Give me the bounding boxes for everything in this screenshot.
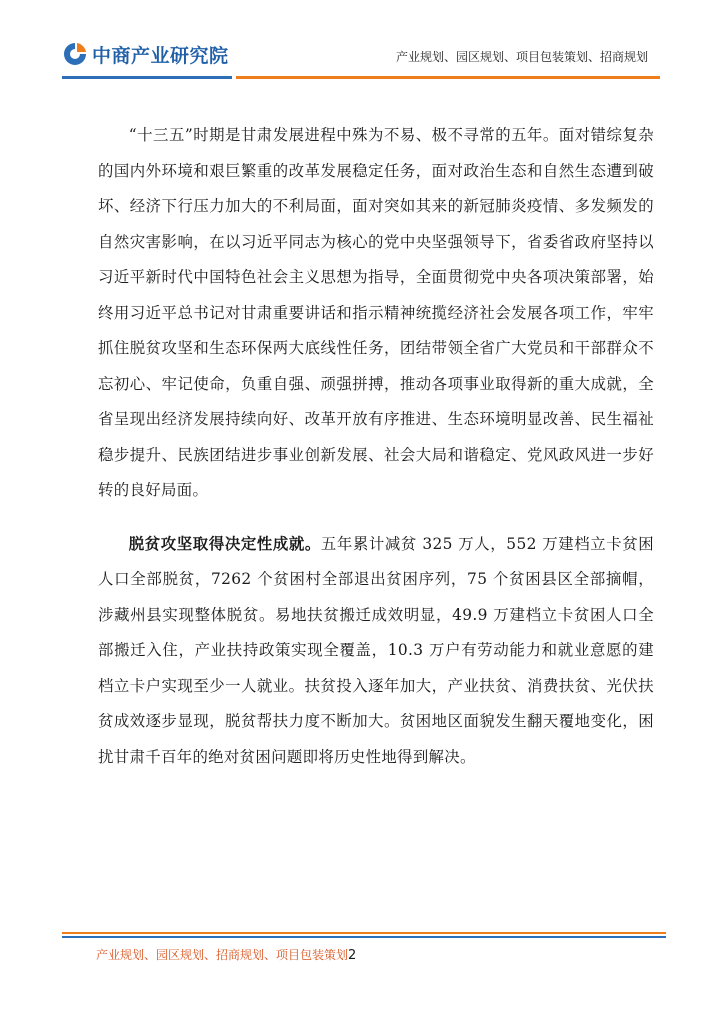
footer-tagline: 产业规划、园区规划、招商规划、项目包装策划: [96, 948, 349, 962]
paragraph-body-text: 五年累计减贫 325 万人，552 万建档立卡贫困人口全部脱贫，7262 个贫困村全部退出贫困序列，75 个贫困县区全部摘帽，涉藏州县实现整体脱贫。易地扶贫搬迁成效明显，49.9 万建档立卡贫困人口全部搬迁入住，产业扶持政策实现全覆盖，10.3 万户有劳动能力和就业意愿的建档立卡户实现至少一人就业。扶贫投入逐年加大，产业扶贫、消费扶贫、光伏扶贫成效逐步显现，脱贫帮扶力度不断加大。贫困地区面貌发生翻天覆地变化，困扰甘肃千百年的绝对贫困问题即将历史性地得到解决。: [98, 534, 654, 766]
header-tagline: 产业规划、园区规划、项目包装策划、招商规划: [395, 50, 648, 64]
footer-divider-orange: [62, 932, 666, 934]
header-divider-orange: [236, 76, 660, 79]
header-divider-blue: [62, 76, 232, 79]
paragraph-lead-heading: 脱贫攻坚取得决定性成就。: [128, 534, 321, 553]
document-body: [98, 118, 654, 775]
logo-text: 中商产业研究院: [92, 44, 229, 67]
logo-icon: [62, 41, 88, 67]
footer-divider-blue: [62, 936, 666, 938]
paragraph-overview: “十三五”时期是甘肃发展进程中殊为不易、极不寻常的五年。面对错综复杂的国内外环境和艰巨繁重的改革发展稳定任务，面对政治生态和自然生态遭到破坏、经济下行压力加大的不利局面，面对突如其来的新冠肺炎疫情、多发频发的自然灾害影响，在以习近平同志为核心的党中央坚强领导下，省委省政府坚持以习近平新时代中国特色社会主义思想为指导，全面贯彻党中央各项决策部署，始终用习近平总书记对甘肃重要讲话和指示精神统揽经济社会发展各项工作，牢牢抓住脱贫攻坚和生态环保两大底线性任务，团结带领全省广大党员和干部群众不忘初心、牢记使命，负重自强、顽强拼搏，推动各项事业取得新的重大成就，全省呈现出经济发展持续向好、改革开放有序推进、生态环境明显改善、民生福祉稳步提升、民族团结进步事业创新发展、社会大局和谐稳定、党风政风进一步好转的良好局面。: [98, 126, 654, 499]
paragraph-poverty-alleviation: [98, 527, 654, 776]
company-logo: [62, 40, 229, 68]
page-number: 2: [348, 948, 357, 963]
page-footer: [96, 946, 356, 963]
page-header: [0, 0, 724, 90]
